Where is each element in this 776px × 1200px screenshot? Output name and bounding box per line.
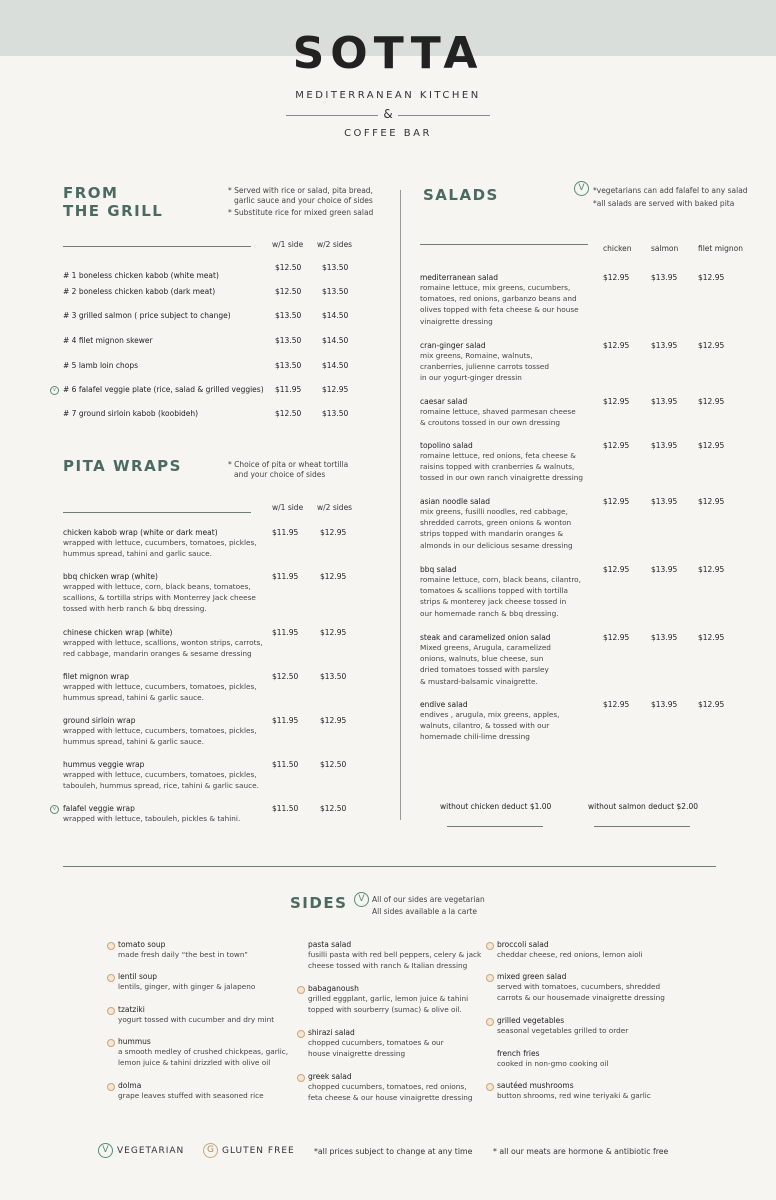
list-item: # 7 ground sirloin kabob (koobideh) bbox=[63, 409, 199, 418]
divider bbox=[398, 115, 490, 116]
pita-title: PITA WRAPS bbox=[63, 457, 182, 475]
price: $11.95 bbox=[275, 385, 302, 394]
meat-disclaimer: * all our meats are hormone & antibiotic free bbox=[493, 1147, 669, 1156]
salads-rule bbox=[420, 244, 588, 245]
list-item: broccoli salad cheddar cheese, red onions, lemon aioli bbox=[497, 940, 643, 959]
gluten-free-icon: G bbox=[203, 1143, 218, 1158]
subtitle-kitchen: MEDITERRANEAN KITCHEN bbox=[295, 90, 481, 101]
price: $11.95 bbox=[272, 628, 299, 637]
divider bbox=[447, 826, 543, 827]
price: $12.95 bbox=[320, 628, 347, 637]
list-item: dolma grape leaves stuffed with seasoned rice bbox=[118, 1081, 264, 1100]
list-item: # 2 boneless chicken kabob (dark meat) bbox=[63, 287, 216, 296]
price: $12.95 bbox=[603, 565, 630, 574]
pita-col1: w/1 side bbox=[272, 503, 304, 512]
vegetarian-icon: v bbox=[50, 805, 59, 814]
list-item: ground sirloin wrap wrapped with lettuce, cucumbers, tomatoes, pickles, hummus spread, tahini & garlic sauce. bbox=[63, 716, 257, 747]
pita-notes: * Choice of pita or wheat tortilla and your choice of sides bbox=[228, 460, 349, 479]
grill-col2: w/2 sides bbox=[317, 240, 353, 249]
price: $12.95 bbox=[698, 497, 725, 506]
list-item: chinese chicken wrap (white) wrapped with lettuce, scallions, wonton strips, carrots, red cabbage, mandarin oranges & sesame dressing bbox=[63, 628, 263, 659]
price: $12.95 bbox=[320, 528, 347, 537]
grill-notes: * Served with rice or salad, pita bread, garlic sauce and your choice of sides * Substitute rice for mixed green salad bbox=[228, 186, 374, 217]
divider bbox=[594, 826, 690, 827]
price: $11.95 bbox=[272, 572, 299, 581]
vegetarian-icon: v bbox=[50, 386, 59, 395]
grill-col1: w/1 side bbox=[272, 240, 304, 249]
price-disclaimer: *all prices subject to change at any time bbox=[314, 1147, 473, 1156]
price: $13.95 bbox=[651, 565, 678, 574]
price: $11.50 bbox=[272, 804, 299, 813]
price: $13.50 bbox=[322, 287, 349, 296]
price: $14.50 bbox=[322, 361, 349, 370]
price: $13.50 bbox=[320, 672, 347, 681]
salads-notes: *vegetarians can add falafel to any salad *all salads are served with baked pita bbox=[593, 186, 748, 208]
list-item: greek salad chopped cucumbers, tomatoes, red onions, feta cheese & our house vinaigrette dressing bbox=[308, 1072, 473, 1103]
price: $12.95 bbox=[698, 633, 725, 642]
list-item: endive salad endives , arugula, mix greens, apples, walnuts, cilantro, & tossed with our homemade chili-lime dressing bbox=[420, 700, 560, 742]
list-item: asian noodle salad mix greens, fusilli noodles, red cabbage, shredded carrots, green onions & wonton strips topped with mandarin oranges & almonds in our delicious sesame dressing bbox=[420, 497, 573, 550]
gluten-free-icon bbox=[486, 1083, 494, 1091]
price: $12.95 bbox=[603, 497, 630, 506]
sides-divider bbox=[63, 866, 716, 867]
price: $12.95 bbox=[698, 700, 725, 709]
list-item: mediterranean salad romaine lettuce, mix greens, cucumbers, tomatoes, red onions, garbanzo beans and olives topped with feta cheese & our house vinaigrette dressing bbox=[420, 273, 579, 326]
list-item: cran-ginger salad mix greens, Romaine, walnuts, cranberries, julienne carrots tossed in our yogurt-ginger dressin bbox=[420, 341, 550, 383]
price: $12.95 bbox=[698, 441, 725, 450]
list-item: filet mignon wrap wrapped with lettuce, cucumbers, tomatoes, pickles, hummus spread, tahini & garlic sauce. bbox=[63, 672, 257, 703]
price: $12.50 bbox=[320, 760, 347, 769]
gluten-free-icon bbox=[297, 986, 305, 994]
price: $12.95 bbox=[603, 633, 630, 642]
list-item: shirazi salad chopped cucumbers, tomatoes & our house vinaigrette dressing bbox=[308, 1028, 444, 1059]
gluten-free-icon bbox=[486, 1018, 494, 1026]
grill-title: FROM THE GRILL bbox=[63, 184, 164, 220]
list-item: chicken kabob wrap (white or dark meat) wrapped with lettuce, cucumbers, tomatoes, pickles, hummus spread, tahini and garlic sauce. bbox=[63, 528, 257, 559]
price: $12.95 bbox=[603, 273, 630, 282]
list-item: lentil soup lentils, ginger, with ginger & jalapeno bbox=[118, 972, 256, 991]
gluten-free-icon bbox=[107, 942, 115, 950]
list-item: # 4 filet mignon skewer bbox=[63, 336, 153, 345]
list-item: mixed green salad served with tomatoes, cucumbers, shredded carrots & our housemade vinaigrette dressing bbox=[497, 972, 665, 1003]
column-divider bbox=[400, 190, 401, 820]
price: $13.95 bbox=[651, 397, 678, 406]
price: $13.50 bbox=[275, 311, 302, 320]
price: $12.50 bbox=[272, 672, 299, 681]
price: $14.50 bbox=[322, 336, 349, 345]
list-item: # 1 boneless chicken kabob (white meat) bbox=[63, 271, 219, 280]
salads-col3: filet mignon bbox=[698, 244, 743, 253]
legend-gluten-free: GLUTEN FREE bbox=[222, 1146, 295, 1156]
vegetarian-icon: V bbox=[354, 892, 369, 907]
list-item: french fries cooked in non-gmo cooking oil bbox=[497, 1049, 609, 1068]
price: $13.95 bbox=[651, 273, 678, 282]
price: $12.95 bbox=[698, 565, 725, 574]
deduct-salmon: without salmon deduct $2.00 bbox=[588, 802, 699, 811]
price: $12.95 bbox=[698, 341, 725, 350]
list-item: grilled vegetables seasonal vegetables grilled to order bbox=[497, 1016, 629, 1035]
grill-rule bbox=[63, 246, 251, 247]
gluten-free-icon bbox=[297, 1074, 305, 1082]
price: $12.95 bbox=[320, 716, 347, 725]
price: $12.95 bbox=[698, 273, 725, 282]
vegetarian-icon: V bbox=[574, 181, 589, 196]
price: $13.50 bbox=[322, 263, 349, 272]
gluten-free-icon bbox=[107, 1039, 115, 1047]
price: $12.95 bbox=[322, 385, 349, 394]
list-item: tzatziki yogurt tossed with cucumber and dry mint bbox=[118, 1005, 275, 1024]
price: $13.50 bbox=[275, 336, 302, 345]
legend-vegetarian: VEGETARIAN bbox=[117, 1146, 185, 1156]
pita-rule bbox=[63, 512, 251, 513]
price: $12.95 bbox=[603, 397, 630, 406]
list-item: sautéed mushrooms button shrooms, red wine teriyaki & garlic bbox=[497, 1081, 651, 1100]
price: $12.95 bbox=[603, 441, 630, 450]
price: $12.50 bbox=[275, 287, 302, 296]
price: $12.95 bbox=[603, 341, 630, 350]
price: $13.95 bbox=[651, 341, 678, 350]
price: $13.50 bbox=[275, 361, 302, 370]
list-item: caesar salad romaine lettuce, shaved parmesan cheese & croutons tossed in our own dressing bbox=[420, 397, 576, 428]
subtitle-coffee: COFFEE BAR bbox=[344, 128, 432, 139]
pita-col2: w/2 sides bbox=[317, 503, 353, 512]
price: $12.95 bbox=[320, 572, 347, 581]
list-item: bbq salad romaine lettuce, corn, black beans, cilantro, tomatoes & scallions topped with tortilla strips & monterey jack cheese tossed in our homemade ranch & bbq dressing. bbox=[420, 565, 581, 618]
list-item: hummus a smooth medley of crushed chickpeas, garlic, lemon juice & tahini drizzled with olive oil bbox=[118, 1037, 289, 1068]
price: $12.50 bbox=[320, 804, 347, 813]
list-item: babaganoush grilled eggplant, garlic, lemon juice & tahini topped with sourberry (sumac) & olive oil. bbox=[308, 984, 469, 1015]
list-item: pasta salad fusilli pasta with red bell peppers, celery & jack cheese tossed with ranch & Italian dressing bbox=[308, 940, 482, 971]
list-item: # 3 grilled salmon ( price subject to change) bbox=[63, 311, 231, 320]
price: $11.50 bbox=[272, 760, 299, 769]
list-item: steak and caramelized onion salad Mixed greens, Arugula, caramelized onions, walnuts, blue cheese, sun dried tomatoes tossed with parsley & mustard-balsamic vinaigrette. bbox=[420, 633, 551, 686]
gluten-free-icon bbox=[107, 1083, 115, 1091]
list-item: # 5 lamb loin chops bbox=[63, 361, 138, 370]
price: $14.50 bbox=[322, 311, 349, 320]
gluten-free-icon bbox=[107, 1007, 115, 1015]
price: $12.50 bbox=[275, 409, 302, 418]
salads-col1: chicken bbox=[603, 244, 632, 253]
gluten-free-icon bbox=[486, 974, 494, 982]
sides-title: SIDES bbox=[290, 894, 348, 912]
ampersand: & bbox=[383, 107, 393, 121]
gluten-free-icon bbox=[297, 1030, 305, 1038]
list-item: # 6 falafel veggie plate (rice, salad & grilled veggies) bbox=[63, 385, 264, 394]
price: $13.50 bbox=[322, 409, 349, 418]
salads-col2: salmon bbox=[651, 244, 679, 253]
list-item: hummus veggie wrap wrapped with lettuce, cucumbers, tomatoes, pickles, tabouleh, hummus spread, rice, tahini & garlic sauce. bbox=[63, 760, 259, 791]
vegetarian-icon: V bbox=[98, 1143, 113, 1158]
salads-title: SALADS bbox=[423, 186, 499, 204]
list-item: bbq chicken wrap (white) wrapped with lettuce, corn, black beans, tomatoes, scallions, & tortilla strips with Monterrey Jack cheese tossed with herb ranch & bbq dressing. bbox=[63, 572, 256, 614]
price: $13.95 bbox=[651, 700, 678, 709]
list-item: topolino salad romaine lettuce, red onions, feta cheese & raisins topped with cranberries & walnuts, tossed in our own ranch vinaigrette dressing bbox=[420, 441, 583, 483]
price: $13.95 bbox=[651, 633, 678, 642]
gluten-free-icon bbox=[107, 974, 115, 982]
price: $12.95 bbox=[698, 397, 725, 406]
price: $11.95 bbox=[272, 716, 299, 725]
sides-notes: All of our sides are vegetarian All sides available a la carte bbox=[372, 895, 485, 916]
gluten-free-icon bbox=[486, 942, 494, 950]
list-item: falafel veggie wrap wrapped with lettuce, tabouleh, pickles & tahini. bbox=[63, 804, 241, 823]
price: $13.95 bbox=[651, 441, 678, 450]
brand-logo: SOTTA bbox=[292, 28, 484, 79]
list-item: tomato soup made fresh daily “the best in town” bbox=[118, 940, 248, 959]
price: $12.50 bbox=[275, 263, 302, 272]
price: $12.95 bbox=[603, 700, 630, 709]
deduct-chicken: without chicken deduct $1.00 bbox=[440, 802, 552, 811]
price: $11.95 bbox=[272, 528, 299, 537]
price: $13.95 bbox=[651, 497, 678, 506]
